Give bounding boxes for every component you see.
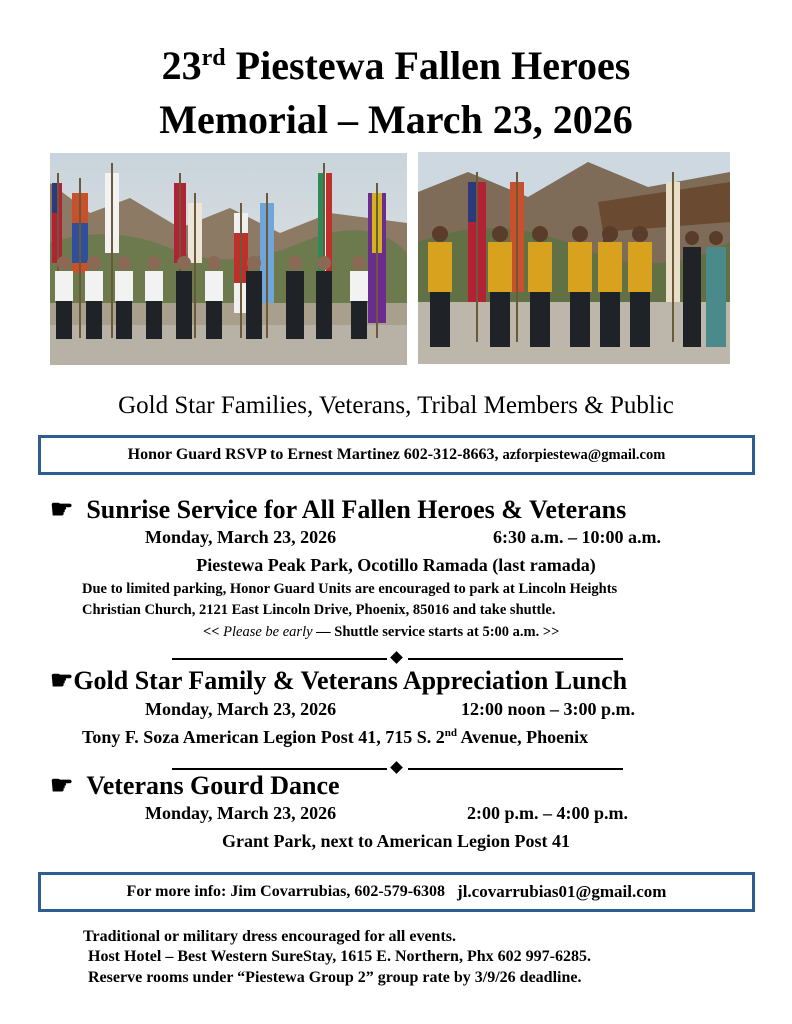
pointing-hand-icon: ☛	[50, 666, 74, 695]
divider-1-right	[408, 658, 623, 660]
event-1-note-line1: Due to limited parking, Honor Guard Units are encouraged to park at Lincoln Heights	[82, 581, 618, 597]
be-early-text: Please be early	[223, 624, 313, 640]
divider-2-left	[172, 768, 387, 770]
event-2-location-ordinal: nd	[444, 727, 457, 739]
event-3-location: Grant Park, next to American Legion Post 41	[222, 831, 570, 851]
info-text: For more info: Jim Covarrubias, 602-579-6308	[126, 883, 446, 900]
rsvp-box	[38, 435, 755, 475]
info-email-link[interactable]: jl.covarrubias01@gmail.com	[457, 882, 667, 901]
title-number: 23	[161, 43, 202, 88]
rsvp-text: Honor Guard RSVP to Ernest Martinez 602-312-8663,	[127, 446, 499, 463]
event-3-date: Monday, March 23, 2026	[145, 803, 337, 823]
divider-2-right	[408, 768, 623, 770]
pointing-hand-icon: ☛	[50, 771, 74, 800]
event-2-heading	[50, 666, 792, 696]
event-1-time: 6:30 a.m. – 10:00 a.m.	[493, 527, 661, 547]
event-2-date: Monday, March 23, 2026	[145, 699, 337, 719]
title-rest: Piestewa Fallen Heroes	[225, 43, 631, 88]
footer-reservation: Reserve rooms under “Piestewa Group 2” group rate by 3/9/26 deadline.	[88, 969, 582, 986]
event-3-heading	[50, 771, 792, 801]
event-1-shuttle-note	[203, 624, 703, 641]
event-2-title: Gold Star Family & Veterans Appreciation Lunch	[73, 666, 628, 695]
color-guard-photo	[50, 153, 407, 365]
divider-1-diamond	[390, 651, 403, 664]
shuttle-start-text: — Shuttle service starts at 5:00 a.m. >>	[312, 624, 560, 640]
footer-dress-note: Traditional or military dress encouraged for all events.	[83, 928, 457, 945]
audience-subtitle: Gold Star Families, Veterans, Tribal Members & Public	[118, 392, 674, 419]
event-1-title: Sunrise Service for All Fallen Heroes & Veterans	[86, 495, 627, 524]
event-1-note-line2: Christian Church, 2121 East Lincoln Drive, Phoenix, 85016 and take shuttle.	[82, 602, 556, 618]
divider-1-left	[172, 658, 387, 660]
info-box	[38, 872, 755, 912]
shuttle-note-open: <<	[203, 624, 224, 640]
event-2-location-main: Tony F. Soza American Legion Post 41, 715 S. 2	[82, 727, 445, 747]
pointing-hand-icon: ☛	[50, 495, 74, 524]
event-2-location	[82, 727, 782, 748]
title-ordinal-suffix: rd	[201, 45, 226, 71]
event-3-time: 2:00 p.m. – 4:00 p.m.	[467, 803, 628, 823]
page-title-line2: Memorial – March 23, 2026	[159, 97, 633, 142]
event-2-time: 12:00 noon – 3:00 p.m.	[461, 699, 636, 719]
event-1-location: Piestewa Peak Park, Ocotillo Ramada (last ramada)	[196, 555, 596, 575]
rsvp-email-link[interactable]: azforpiestewa@gmail.com	[502, 446, 666, 463]
footer-hotel: Host Hotel – Best Western SureStay, 1615 E. Northern, Phx 602 997-6285.	[88, 948, 591, 965]
event-2-location-end: Avenue, Phoenix	[456, 727, 589, 747]
event-1-date: Monday, March 23, 2026	[145, 527, 337, 547]
page-title-line1	[0, 42, 792, 90]
event-3-title: Veterans Gourd Dance	[86, 771, 340, 800]
veterans-group-photo	[418, 152, 730, 364]
event-1-heading	[50, 495, 792, 525]
